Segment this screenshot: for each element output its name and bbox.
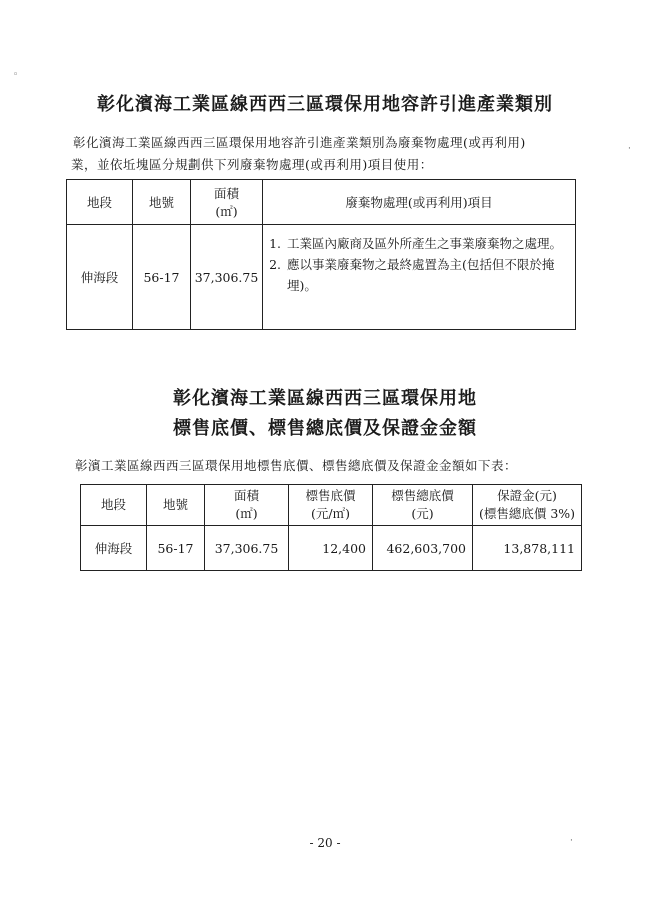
header-deposit-label: 保證金(元)	[497, 488, 557, 503]
header-area-unit: (㎡)	[215, 204, 238, 219]
header-unit-price-label: 標售底價	[305, 488, 356, 503]
items-list	[269, 233, 571, 296]
scan-mark: ·	[628, 144, 631, 154]
section2-title-line2: 標售底價、標售總底價及保證金金額	[173, 418, 477, 439]
header-area	[205, 485, 289, 526]
header-area	[191, 180, 263, 225]
cell-section: 伸海段	[81, 526, 147, 571]
industry-category-table	[66, 179, 576, 330]
list-item: 1. 工業區內廠商及區外所產生之事業廢棄物之處理。	[285, 233, 571, 254]
scan-mark: ·	[570, 836, 573, 846]
cell-lot: 56-17	[133, 225, 191, 330]
header-unit-price	[289, 485, 373, 526]
cell-lot: 56-17	[147, 526, 205, 571]
section1-intro-line2: 業，並依坵塊區分規劃供下列廢棄物處理(或再利用)項目使用：	[71, 157, 433, 172]
list-item: 2. 應以事業廢棄物之最終處置為主(包括但不限於掩埋)。	[285, 254, 571, 296]
header-deposit-note: (標售總底價 3%)	[478, 506, 576, 521]
header-items: 廢棄物處理(或再利用)項目	[263, 180, 576, 225]
header-area-label: 面積	[233, 488, 259, 503]
header-unit-price-unit: (元/㎡)	[311, 506, 350, 521]
table-row	[81, 526, 582, 571]
cell-section: 伸海段	[67, 225, 133, 330]
section2-title-line1: 彰化濱海工業區線西西三區環保用地	[173, 388, 477, 409]
table-header-row	[81, 485, 582, 526]
cell-area: 37,306.75	[191, 225, 263, 330]
page-number: - 20 -	[309, 836, 341, 850]
section1-title: 彰化濱海工業區線西西三區環保用地容許引進產業類別	[97, 94, 553, 115]
header-area-label: 面積	[213, 186, 239, 201]
header-total-price-unit: (元)	[411, 506, 434, 521]
header-area-unit: (㎡)	[235, 506, 258, 521]
scan-mark: ◦	[13, 70, 19, 80]
header-section: 地段	[67, 180, 133, 225]
header-section: 地段	[81, 485, 147, 526]
cell-items	[263, 225, 576, 330]
header-total-price-label: 標售總底價	[391, 488, 454, 503]
cell-unit-price: 12,400	[289, 526, 373, 571]
header-lot: 地號	[147, 485, 205, 526]
header-deposit	[473, 485, 582, 526]
header-lot: 地號	[133, 180, 191, 225]
table-header-row	[67, 180, 576, 225]
price-table	[80, 484, 582, 571]
section2-intro: 彰濱工業區線西西三區環保用地標售底價、標售總底價及保證金金額如下表：	[75, 458, 518, 473]
section1-intro-line1: 彰化濱海工業區線西西三區環保用地容許引進產業類別為廢棄物處理(或再利用)	[73, 135, 526, 150]
section2-title	[0, 384, 650, 444]
section1-intro	[73, 132, 593, 176]
cell-total-price: 462,603,700	[373, 526, 473, 571]
header-total-price	[373, 485, 473, 526]
cell-deposit: 13,878,111	[473, 526, 582, 571]
table-row	[67, 225, 576, 330]
cell-area: 37,306.75	[205, 526, 289, 571]
